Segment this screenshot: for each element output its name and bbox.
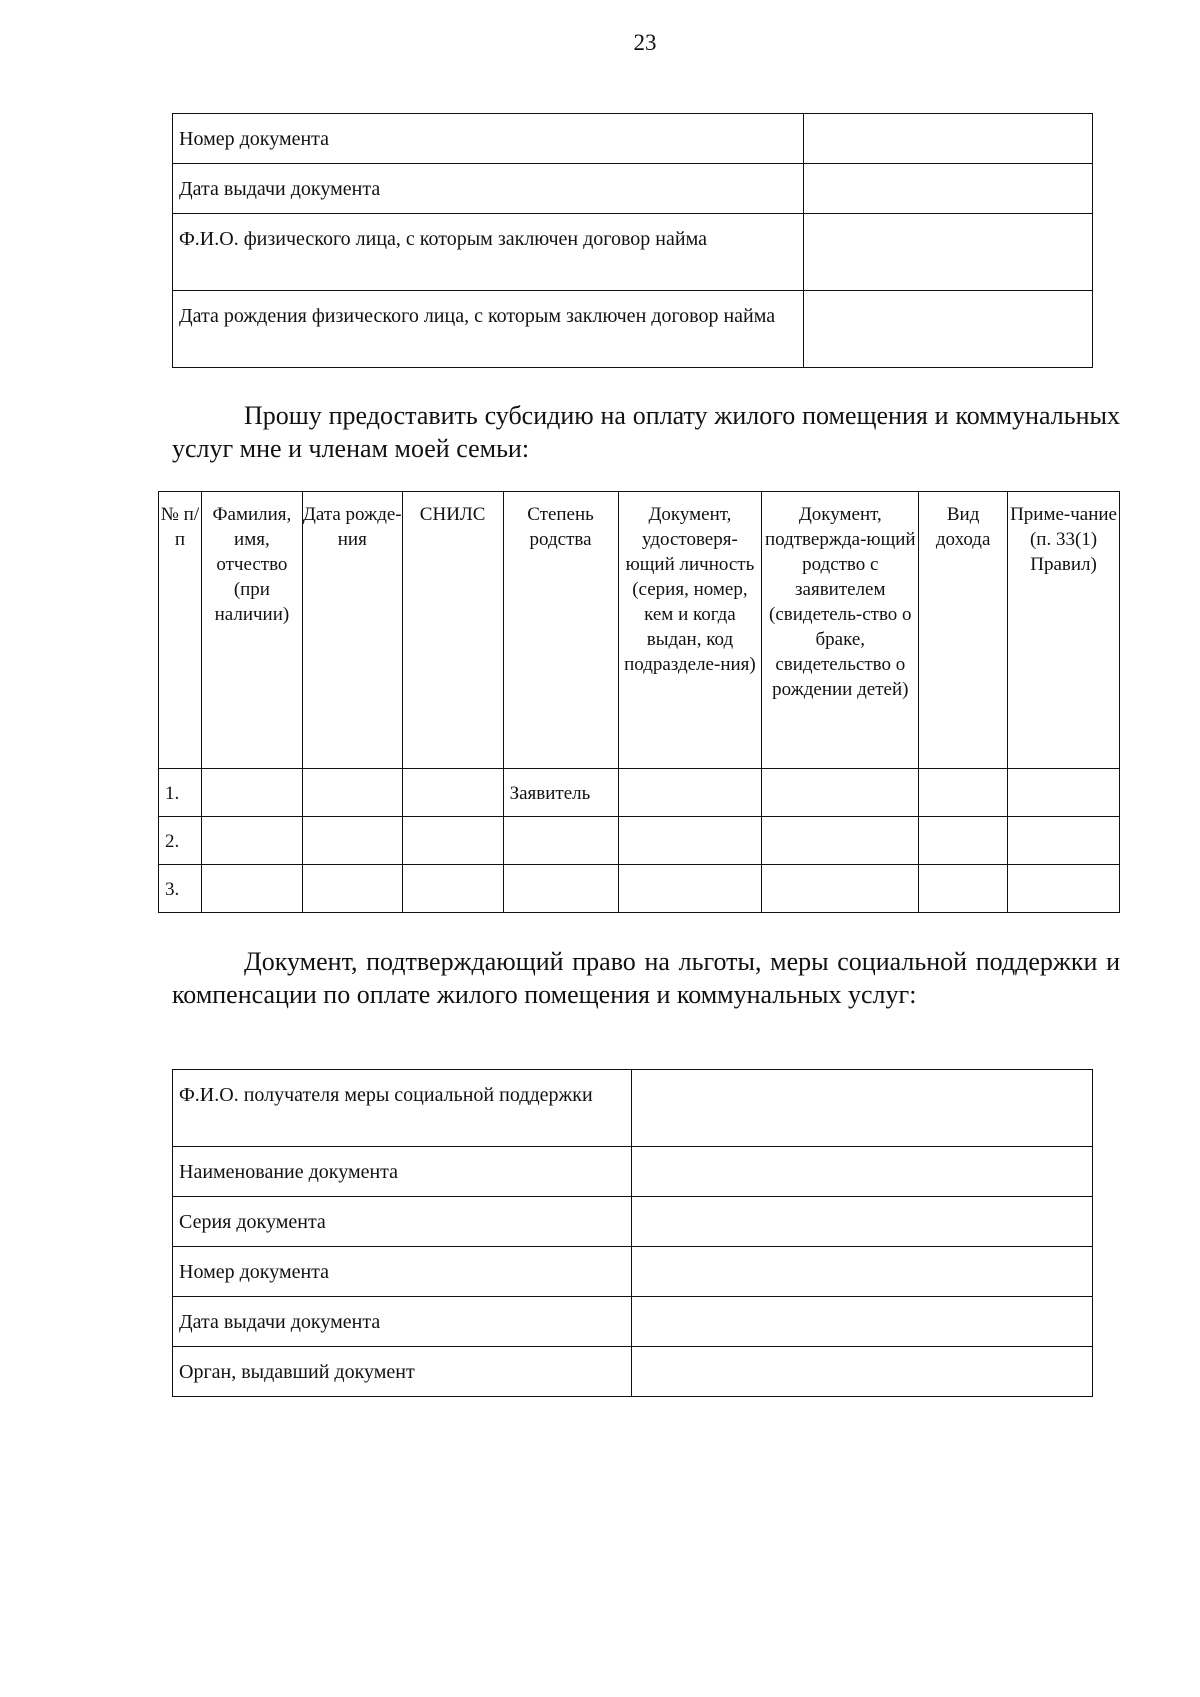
header-identity-document: Документ, удостоверя-ющий личность (серия, номер, кем и когда выдан, код подразделе-ния) <box>618 492 762 769</box>
header-full-name: Фамилия, имя, отчество (при наличии) <box>201 492 302 769</box>
income-type-cell[interactable] <box>919 865 1008 913</box>
document-number-field[interactable] <box>803 114 1092 164</box>
table-row <box>173 1297 1093 1347</box>
birth-date-cell[interactable] <box>302 769 402 817</box>
benefit-document-number-field[interactable] <box>632 1247 1093 1297</box>
snils-cell[interactable] <box>402 817 503 865</box>
full-name-cell[interactable] <box>201 769 302 817</box>
recipient-name-label: Ф.И.О. получателя меры социальной поддержки <box>173 1070 632 1147</box>
page-number: 23 <box>633 30 657 55</box>
identity-document-cell[interactable] <box>618 769 762 817</box>
subsidy-request-text: Прошу предоставить субсидию на оплату жилого помещения и коммунальных услуг мне и членам моей семьи: <box>172 401 1120 463</box>
document-series-label: Серия документа <box>173 1197 632 1247</box>
table-header-row <box>159 492 1120 769</box>
table-row <box>173 214 1093 291</box>
document-name-field[interactable] <box>632 1147 1093 1197</box>
header-number: № п/п <box>159 492 202 769</box>
tenant-name-label: Ф.И.О. физического лица, с которым заключен договор найма <box>173 214 804 291</box>
row-number: 2. <box>159 817 202 865</box>
kinship-document-cell[interactable] <box>762 865 919 913</box>
header-birth-date: Дата рожде-ния <box>302 492 402 769</box>
document-series-field[interactable] <box>632 1197 1093 1247</box>
row-number: 3. <box>159 865 202 913</box>
table-row <box>159 817 1120 865</box>
note-cell[interactable] <box>1008 769 1120 817</box>
snils-cell[interactable] <box>402 769 503 817</box>
family-members-table <box>158 491 1120 913</box>
recipient-name-field[interactable] <box>632 1070 1093 1147</box>
table-row <box>173 114 1093 164</box>
table-row <box>173 1070 1093 1147</box>
header-income-type: Вид дохода <box>919 492 1008 769</box>
full-name-cell[interactable] <box>201 817 302 865</box>
identity-document-cell[interactable] <box>618 817 762 865</box>
relation-cell[interactable] <box>503 817 618 865</box>
benefit-document-paragraph <box>172 945 1120 1011</box>
row-number: 1. <box>159 769 202 817</box>
document-name-label: Наименование документа <box>173 1147 632 1197</box>
benefit-document-table <box>172 1069 1093 1397</box>
benefit-issue-date-label: Дата выдачи документа <box>173 1297 632 1347</box>
table-row <box>173 291 1093 368</box>
benefit-document-text: Документ, подтверждающий право на льготы, меры социальной поддержки и компенсации по оплате жилого помещения и коммунальных услуг: <box>172 947 1120 1009</box>
relation-cell[interactable]: Заявитель <box>503 769 618 817</box>
note-cell[interactable] <box>1008 817 1120 865</box>
document-number-label: Номер документа <box>173 114 804 164</box>
header-relation: Степень родства <box>503 492 618 769</box>
birth-date-cell[interactable] <box>302 817 402 865</box>
kinship-document-cell[interactable] <box>762 817 919 865</box>
tenant-birthdate-label: Дата рождения физического лица, с которым заключен договор найма <box>173 291 804 368</box>
benefit-issue-date-field[interactable] <box>632 1297 1093 1347</box>
kinship-document-cell[interactable] <box>762 769 919 817</box>
table-row <box>173 1197 1093 1247</box>
table-row <box>173 1347 1093 1397</box>
subsidy-request-paragraph <box>172 399 1120 465</box>
table-row <box>173 1147 1093 1197</box>
tenant-birthdate-field[interactable] <box>803 291 1092 368</box>
relation-cell[interactable] <box>503 865 618 913</box>
document-table <box>172 113 1093 368</box>
issue-date-field[interactable] <box>803 164 1092 214</box>
income-type-cell[interactable] <box>919 817 1008 865</box>
issue-date-label: Дата выдачи документа <box>173 164 804 214</box>
issuing-authority-label: Орган, выдавший документ <box>173 1347 632 1397</box>
benefit-document-number-label: Номер документа <box>173 1247 632 1297</box>
header-kinship-document: Документ, подтвержда-ющий родство с заявителем (свидетель-ство о браке, свидетельство о рождении детей) <box>762 492 919 769</box>
snils-cell[interactable] <box>402 865 503 913</box>
birth-date-cell[interactable] <box>302 865 402 913</box>
income-type-cell[interactable] <box>919 769 1008 817</box>
header-note: Приме-чание (п. 33(1) Правил) <box>1008 492 1120 769</box>
issuing-authority-field[interactable] <box>632 1347 1093 1397</box>
table-row <box>173 164 1093 214</box>
full-name-cell[interactable] <box>201 865 302 913</box>
table-row <box>159 865 1120 913</box>
table-row <box>173 1247 1093 1297</box>
header-snils: СНИЛС <box>402 492 503 769</box>
tenant-name-field[interactable] <box>803 214 1092 291</box>
table-row <box>159 769 1120 817</box>
note-cell[interactable] <box>1008 865 1120 913</box>
identity-document-cell[interactable] <box>618 865 762 913</box>
